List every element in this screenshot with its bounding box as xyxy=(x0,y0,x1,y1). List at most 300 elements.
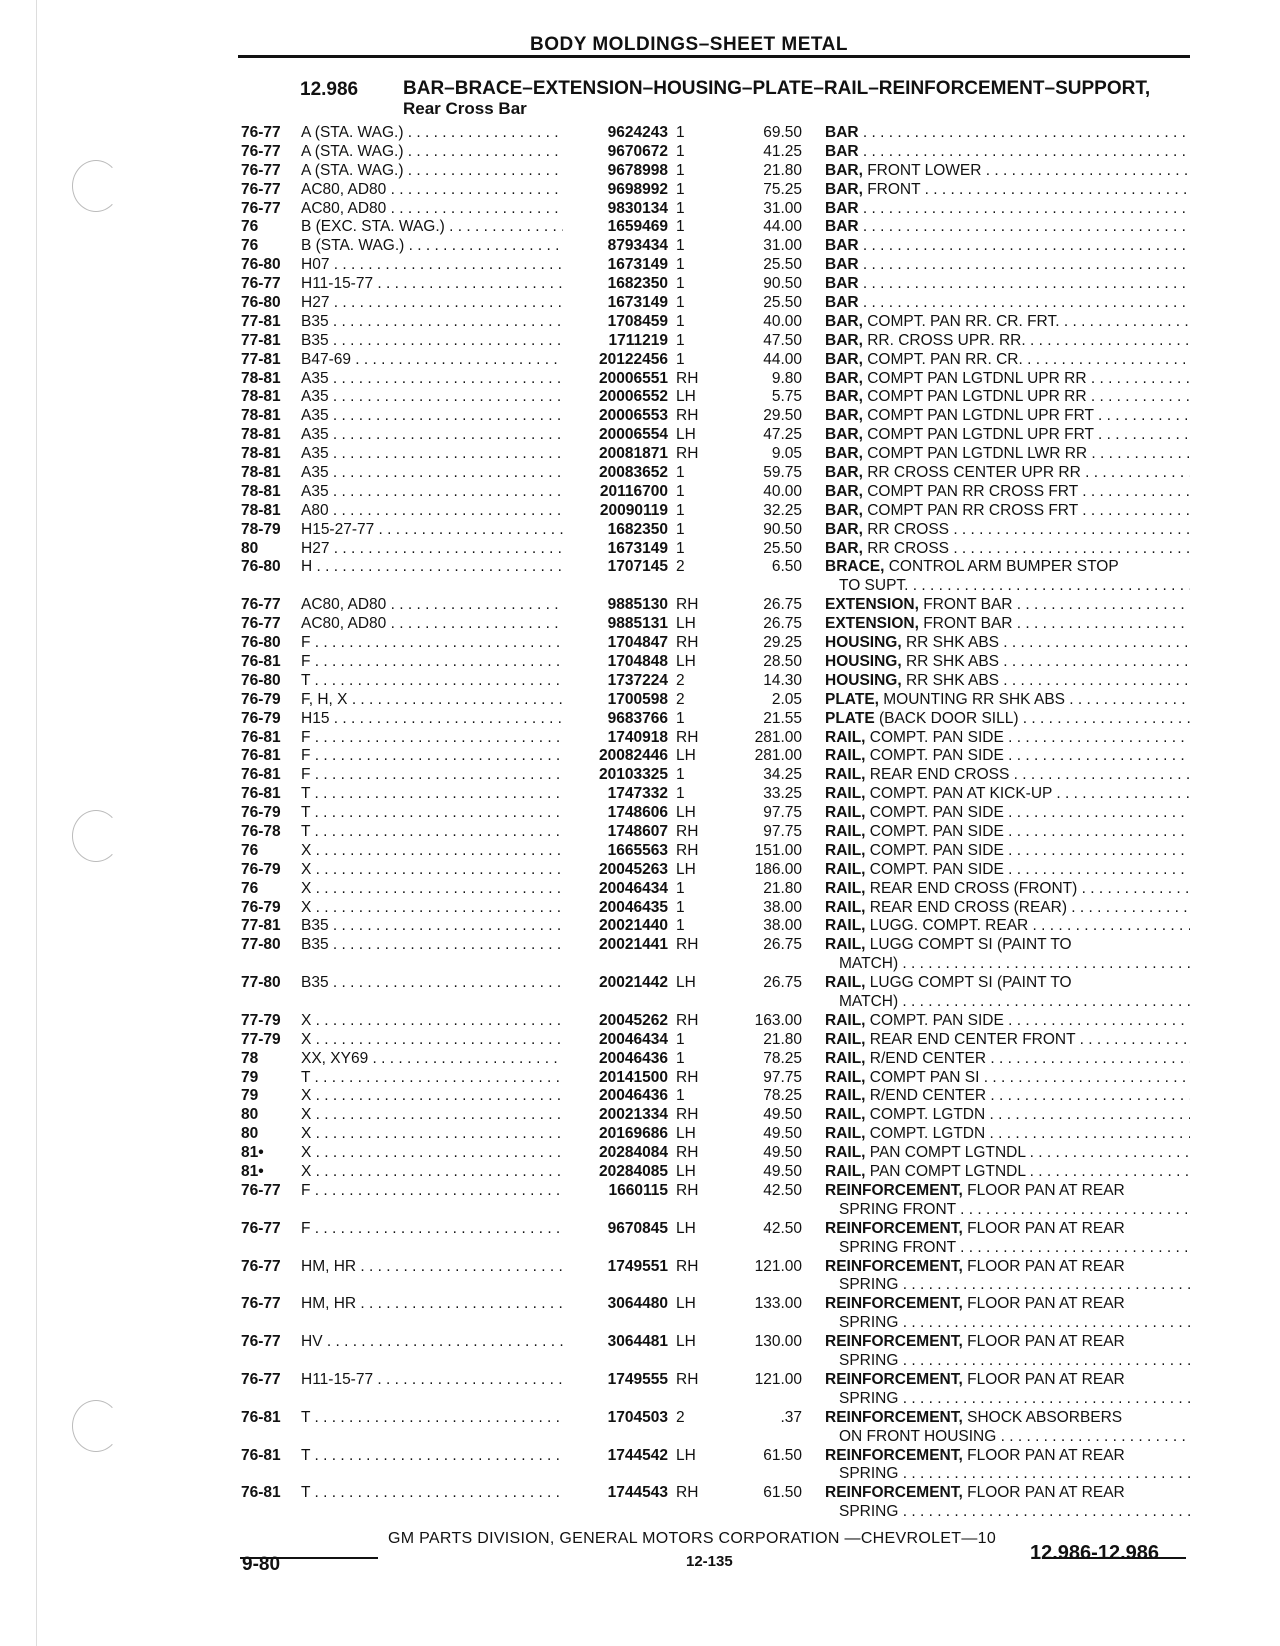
quantity: 1 xyxy=(676,766,685,784)
model-year: 76-77 xyxy=(241,1295,281,1313)
parts-list xyxy=(0,124,1280,1522)
description-line xyxy=(825,181,1190,200)
price: 28.50 xyxy=(763,652,802,670)
parts-row xyxy=(0,1484,1280,1522)
description-keyword: RAIL, xyxy=(825,785,866,803)
part-number: 20045263 xyxy=(599,860,668,878)
price: 281.00 xyxy=(754,728,802,746)
description-keyword: REINFORCEMENT, xyxy=(825,1181,963,1199)
model-year: 76-79 xyxy=(241,898,281,916)
description-keyword: RAIL, xyxy=(825,1049,866,1067)
model-code: B35 . . . xyxy=(301,917,563,936)
quantity: 1 xyxy=(676,275,685,293)
quantity: LH xyxy=(676,747,696,765)
model-year: 76-77 xyxy=(241,161,281,179)
description-continuation: MATCH) . . . xyxy=(825,955,1190,974)
description-continuation: TO SUPT. . . . xyxy=(825,577,1190,596)
model-year: 76-77 xyxy=(241,275,281,293)
model-code: H15-27-77 . . . xyxy=(301,521,563,540)
quantity: 1 xyxy=(676,350,685,368)
price: 38.00 xyxy=(763,917,802,935)
parts-row xyxy=(0,1409,1280,1447)
description-keyword: RAIL, xyxy=(825,766,866,784)
description-line xyxy=(825,1258,1190,1277)
part-number: 9670845 xyxy=(607,1219,668,1237)
description xyxy=(825,710,1190,729)
price: 44.00 xyxy=(763,218,802,236)
description-continuation: SPRING . . . xyxy=(825,1352,1190,1371)
description xyxy=(825,256,1190,275)
description-text: RR SHK ABS xyxy=(901,634,999,652)
price: 25.50 xyxy=(763,256,802,274)
price: 44.00 xyxy=(763,350,802,368)
part-number: 1673149 xyxy=(607,539,668,557)
description-keyword: HOUSING, xyxy=(825,634,902,652)
description-line xyxy=(825,823,1190,842)
description-keyword: REINFORCEMENT, xyxy=(825,1370,963,1388)
model-year: 76-81 xyxy=(241,728,281,746)
description-keyword: RAIL, xyxy=(825,728,866,746)
parts-row xyxy=(0,766,1280,785)
parts-row xyxy=(0,596,1280,615)
parts-row xyxy=(0,294,1280,313)
description-keyword: BAR, xyxy=(825,426,863,444)
description-line xyxy=(825,1409,1190,1428)
part-number: 20116700 xyxy=(599,482,668,500)
price: 26.75 xyxy=(763,596,802,614)
description xyxy=(825,1087,1190,1106)
model-year: 76-77 xyxy=(241,615,281,633)
part-number: 20006554 xyxy=(599,426,668,444)
description xyxy=(825,181,1190,200)
description xyxy=(825,1295,1190,1333)
description-keyword: PLATE xyxy=(825,709,875,727)
quantity: LH xyxy=(676,974,696,992)
description-keyword: BAR xyxy=(825,294,859,312)
description xyxy=(825,1163,1190,1182)
quantity: RH xyxy=(676,1257,699,1275)
description-keyword: REINFORCEMENT, xyxy=(825,1446,963,1464)
model-year: 76-77 xyxy=(241,199,281,217)
part-number: 1748607 xyxy=(607,822,668,840)
description-continuation: SPRING . . . xyxy=(825,1503,1190,1522)
description-line xyxy=(825,747,1190,766)
description-keyword: BRACE, xyxy=(825,558,885,576)
parts-row xyxy=(0,653,1280,672)
model-year: 78-81 xyxy=(241,426,281,444)
part-number: 9683766 xyxy=(607,709,668,727)
quantity: RH xyxy=(676,1106,699,1124)
model-year: 76-77 xyxy=(241,596,281,614)
parts-row xyxy=(0,370,1280,389)
description-keyword: BAR xyxy=(825,237,859,255)
parts-row xyxy=(0,388,1280,407)
model-year: 77-81 xyxy=(241,917,281,935)
description xyxy=(825,936,1190,974)
description-line xyxy=(825,634,1190,653)
description xyxy=(825,634,1190,653)
quantity: LH xyxy=(676,1163,696,1181)
description-keyword: BAR, xyxy=(825,161,863,179)
quantity: 1 xyxy=(676,237,685,255)
model-code: HV . . . xyxy=(301,1333,563,1352)
description-keyword: BAR, xyxy=(825,331,863,349)
model-year: 78-81 xyxy=(241,464,281,482)
price: 97.75 xyxy=(763,804,802,822)
description-text: COMPT PAN RR CROSS FRT xyxy=(862,501,1078,519)
description-text: RR SHK ABS xyxy=(901,652,999,670)
description-line xyxy=(825,558,1190,577)
description-keyword: REINFORCEMENT, xyxy=(825,1295,963,1313)
model-code: HM, HR . . . xyxy=(301,1295,563,1314)
description-line xyxy=(825,880,1190,899)
model-code: H27 . . . xyxy=(301,294,563,313)
model-code: H . . . xyxy=(301,558,563,577)
part-number: 20082446 xyxy=(599,747,668,765)
quantity: LH xyxy=(676,860,696,878)
price: 47.50 xyxy=(763,331,802,349)
description-keyword: BAR xyxy=(825,218,859,236)
description xyxy=(825,237,1190,256)
description-text: COMPT PAN LGTDNL UPR RR xyxy=(862,369,1087,387)
quantity: RH xyxy=(676,445,699,463)
price: 59.75 xyxy=(763,464,802,482)
description-keyword: RAIL, xyxy=(825,1030,866,1048)
model-code: AC80, AD80 . . . xyxy=(301,181,563,200)
description-continuation: SPRING FRONT . . . xyxy=(825,1201,1190,1220)
description-keyword: BAR xyxy=(825,124,859,141)
part-number: 1682350 xyxy=(607,275,668,293)
model-code: H15 . . . xyxy=(301,710,563,729)
model-code: H11-15-77 . . . xyxy=(301,1371,563,1390)
description-keyword: BAR, xyxy=(825,312,863,330)
quantity: 2 xyxy=(676,558,685,576)
description xyxy=(825,351,1190,370)
description-text: FLOOR PAN AT REAR xyxy=(962,1181,1125,1199)
model-year: 81• xyxy=(241,1144,264,1162)
description-keyword: REINFORCEMENT, xyxy=(825,1257,963,1275)
parts-row xyxy=(0,899,1280,918)
description xyxy=(825,917,1190,936)
model-code: X . . . xyxy=(301,899,563,918)
description-line xyxy=(825,1144,1190,1163)
part-number: 9885131 xyxy=(607,615,668,633)
description-text: REAR END CROSS xyxy=(865,766,1010,784)
description xyxy=(825,464,1190,483)
description xyxy=(825,558,1190,596)
footer-corporation: GM PARTS DIVISION, GENERAL MOTORS CORPORATION —CHEVROLET—10 xyxy=(388,1530,997,1547)
description-line xyxy=(825,1295,1190,1314)
price: 61.50 xyxy=(763,1484,802,1502)
price: 25.50 xyxy=(763,294,802,312)
quantity: 1 xyxy=(676,199,685,217)
description-line xyxy=(825,1182,1190,1201)
description xyxy=(825,483,1190,502)
model-code: AC80, AD80 . . . xyxy=(301,596,563,615)
part-number: 1744542 xyxy=(607,1446,668,1464)
quantity: 1 xyxy=(676,464,685,482)
model-year: 76-81 xyxy=(241,1408,281,1426)
parts-row xyxy=(0,332,1280,351)
description-text: COMPT PAN RR CROSS FRT xyxy=(862,482,1078,500)
part-number: 3064481 xyxy=(607,1333,668,1351)
description-line xyxy=(825,691,1190,710)
description-continuation: SPRING . . . xyxy=(825,1465,1190,1484)
model-code: F . . . xyxy=(301,634,563,653)
description xyxy=(825,1484,1190,1522)
section-number: 12.986 xyxy=(300,79,359,100)
description xyxy=(825,1258,1190,1296)
model-year: 76-81 xyxy=(241,1446,281,1464)
model-code: X . . . xyxy=(301,1031,563,1050)
description-line xyxy=(825,1220,1190,1239)
quantity: LH xyxy=(676,1333,696,1351)
description-continuation: MATCH) . . . xyxy=(825,993,1190,1012)
quantity: RH xyxy=(676,634,699,652)
model-year: 76-77 xyxy=(241,1219,281,1237)
parts-row xyxy=(0,747,1280,766)
description-text: REAR END CROSS (FRONT) xyxy=(865,879,1078,897)
description-text: COMPT. PAN AT KICK-UP xyxy=(865,785,1053,803)
description-text: R/END CENTER xyxy=(865,1087,987,1105)
footer-section-range: 12.986-12.986 xyxy=(1030,1542,1160,1564)
description xyxy=(825,1447,1190,1485)
part-number: 20006553 xyxy=(599,407,668,425)
parts-row xyxy=(0,729,1280,748)
description-keyword: BAR xyxy=(825,142,859,160)
model-code: T . . . xyxy=(301,1409,563,1428)
price: 21.80 xyxy=(763,879,802,897)
model-code: A35 . . . xyxy=(301,483,563,502)
model-code: T . . . xyxy=(301,804,563,823)
model-year: 76-80 xyxy=(241,294,281,312)
model-code: A35 . . . xyxy=(301,445,563,464)
price: 21.80 xyxy=(763,161,802,179)
part-number: 3064480 xyxy=(607,1295,668,1313)
description-line xyxy=(825,766,1190,785)
description-keyword: BAR, xyxy=(825,464,863,482)
description-line xyxy=(825,275,1190,294)
description xyxy=(825,332,1190,351)
description xyxy=(825,407,1190,426)
description-line xyxy=(825,256,1190,275)
description-line xyxy=(825,596,1190,615)
part-number: 8793434 xyxy=(607,237,668,255)
model-year: 76-81 xyxy=(241,785,281,803)
parts-row xyxy=(0,804,1280,823)
model-code: X . . . xyxy=(301,842,563,861)
model-year: 76-77 xyxy=(241,1257,281,1275)
price: 69.50 xyxy=(763,124,802,141)
description-keyword: RAIL, xyxy=(825,1125,866,1143)
model-year: 79 xyxy=(241,1087,259,1105)
price: 26.75 xyxy=(763,936,802,954)
part-number: 20046436 xyxy=(599,1087,668,1105)
parts-row xyxy=(0,124,1280,143)
description xyxy=(825,1371,1190,1409)
description xyxy=(825,691,1190,710)
price: 42.50 xyxy=(763,1219,802,1237)
description xyxy=(825,200,1190,219)
model-code: H11-15-77 . . . xyxy=(301,275,563,294)
description-text: MOUNTING RR SHK ABS xyxy=(878,690,1065,708)
model-year: 76-80 xyxy=(241,558,281,576)
footer-date: 9-80 xyxy=(242,1554,281,1575)
parts-row xyxy=(0,1106,1280,1125)
quantity: LH xyxy=(676,652,696,670)
description-line xyxy=(825,502,1190,521)
price: 9.80 xyxy=(771,369,802,387)
price: 47.25 xyxy=(763,426,802,444)
description-text: RR SHK ABS xyxy=(901,671,999,689)
description xyxy=(825,842,1190,861)
description-line xyxy=(825,1125,1190,1144)
part-number: 1708459 xyxy=(607,312,668,330)
description xyxy=(825,370,1190,389)
quantity: RH xyxy=(676,1011,699,1029)
description-text: FLOOR PAN AT REAR xyxy=(962,1219,1125,1237)
model-code: A80 . . . xyxy=(301,502,563,521)
model-year: 80 xyxy=(241,539,259,557)
model-year: 78-81 xyxy=(241,407,281,425)
description-text: COMPT. PAN SIDE xyxy=(865,804,1004,822)
price: 130.00 xyxy=(754,1333,802,1351)
model-code: X . . . xyxy=(301,1144,563,1163)
parts-row xyxy=(0,861,1280,880)
description xyxy=(825,1125,1190,1144)
model-code: X . . . xyxy=(301,1087,563,1106)
description xyxy=(825,653,1190,672)
parts-row xyxy=(0,351,1280,370)
model-year: 80 xyxy=(241,1106,259,1124)
description-text: FLOOR PAN AT REAR xyxy=(962,1484,1125,1502)
description-line xyxy=(825,804,1190,823)
description-line xyxy=(825,1484,1190,1503)
description xyxy=(825,445,1190,464)
quantity: RH xyxy=(676,369,699,387)
parts-row xyxy=(0,256,1280,275)
description-line xyxy=(825,917,1190,936)
model-year: 76-78 xyxy=(241,822,281,840)
model-code: AC80, AD80 . . . xyxy=(301,200,563,219)
description-text: PAN COMPT LGTNDL xyxy=(865,1163,1026,1181)
section-title-suffix: Rear Cross Bar xyxy=(403,99,527,118)
description-text: PAN COMPT LGTNDL xyxy=(865,1144,1026,1162)
description-line xyxy=(825,237,1190,256)
part-number: 20021442 xyxy=(599,974,668,992)
model-code: F . . . xyxy=(301,766,563,785)
description-line xyxy=(825,407,1190,426)
price: 34.25 xyxy=(763,766,802,784)
model-code: T . . . xyxy=(301,1069,563,1088)
description-text: FLOOR PAN AT REAR xyxy=(962,1370,1125,1388)
model-code: H27 . . . xyxy=(301,540,563,559)
quantity: 1 xyxy=(676,1030,685,1048)
model-year: 77-79 xyxy=(241,1011,281,1029)
description-text: FLOOR PAN AT REAR xyxy=(962,1257,1125,1275)
quantity: LH xyxy=(676,1295,696,1313)
parts-row xyxy=(0,426,1280,445)
description xyxy=(825,275,1190,294)
description-text: COMPT PAN LGTDNL LWR RR xyxy=(862,445,1088,463)
model-code: B35 . . . xyxy=(301,974,563,993)
description-keyword: BAR, xyxy=(825,520,863,538)
description-keyword: BAR, xyxy=(825,407,863,425)
parts-row xyxy=(0,1031,1280,1050)
quantity: 1 xyxy=(676,331,685,349)
model-year: 77-81 xyxy=(241,350,281,368)
price: 49.50 xyxy=(763,1106,802,1124)
description-line xyxy=(825,729,1190,748)
description xyxy=(825,162,1190,181)
model-year: 76-77 xyxy=(241,180,281,198)
part-number: 1740918 xyxy=(607,728,668,746)
description xyxy=(825,785,1190,804)
model-code: A (STA. WAG.) . . . xyxy=(301,162,563,181)
parts-row xyxy=(0,1069,1280,1088)
part-number: 9670672 xyxy=(607,142,668,160)
description-keyword: RAIL, xyxy=(825,1163,866,1181)
model-code: B (EXC. STA. WAG.) . . . xyxy=(301,218,563,237)
quantity: RH xyxy=(676,1068,699,1086)
model-year: 76-79 xyxy=(241,690,281,708)
part-number: 1747332 xyxy=(607,785,668,803)
parts-row xyxy=(0,1050,1280,1069)
part-number: 1660115 xyxy=(608,1181,668,1199)
description-keyword: RAIL, xyxy=(825,879,866,897)
parts-row xyxy=(0,1163,1280,1182)
description-keyword: RAIL, xyxy=(825,1106,866,1124)
part-number: 1748606 xyxy=(607,804,668,822)
description-line xyxy=(825,1163,1190,1182)
description-text: COMPT PAN LGTDNL UPR FRT xyxy=(862,426,1094,444)
parts-row xyxy=(0,615,1280,634)
price: 5.75 xyxy=(771,388,802,406)
model-code: A (STA. WAG.) . . . xyxy=(301,124,563,143)
description-text: LUGG COMPT SI (PAINT TO xyxy=(865,936,1072,954)
parts-row xyxy=(0,483,1280,502)
quantity: 1 xyxy=(676,709,685,727)
parts-row xyxy=(0,1087,1280,1106)
parts-row xyxy=(0,558,1280,596)
model-year: 78-81 xyxy=(241,501,281,519)
parts-row xyxy=(0,1447,1280,1485)
part-number: 20006552 xyxy=(599,388,668,406)
description-text: FRONT LOWER xyxy=(862,161,982,179)
description-text: REAR END CENTER FRONT xyxy=(865,1030,1076,1048)
model-year: 79 xyxy=(241,1068,259,1086)
description-text: RR. CROSS UPR. RR. xyxy=(862,331,1026,349)
description-keyword: RAIL, xyxy=(825,841,866,859)
model-code: T . . . xyxy=(301,672,563,691)
quantity: LH xyxy=(676,1219,696,1237)
description-text: COMPT PAN LGTDNL UPR RR xyxy=(862,388,1087,406)
quantity: RH xyxy=(676,1484,699,1502)
model-code: A35 . . . xyxy=(301,407,563,426)
model-year: 76 xyxy=(241,237,259,255)
model-code: F . . . xyxy=(301,1182,563,1201)
description-continuation: SPRING . . . xyxy=(825,1276,1190,1295)
parts-row xyxy=(0,974,1280,1012)
description-text: SHOCK ABSORBERS xyxy=(962,1408,1123,1426)
parts-row xyxy=(0,200,1280,219)
model-code: F . . . xyxy=(301,729,563,748)
description-keyword: RAIL, xyxy=(825,917,866,935)
description-keyword: RAIL, xyxy=(825,1011,866,1029)
description xyxy=(825,502,1190,521)
model-code: A35 . . . xyxy=(301,388,563,407)
description xyxy=(825,1220,1190,1258)
